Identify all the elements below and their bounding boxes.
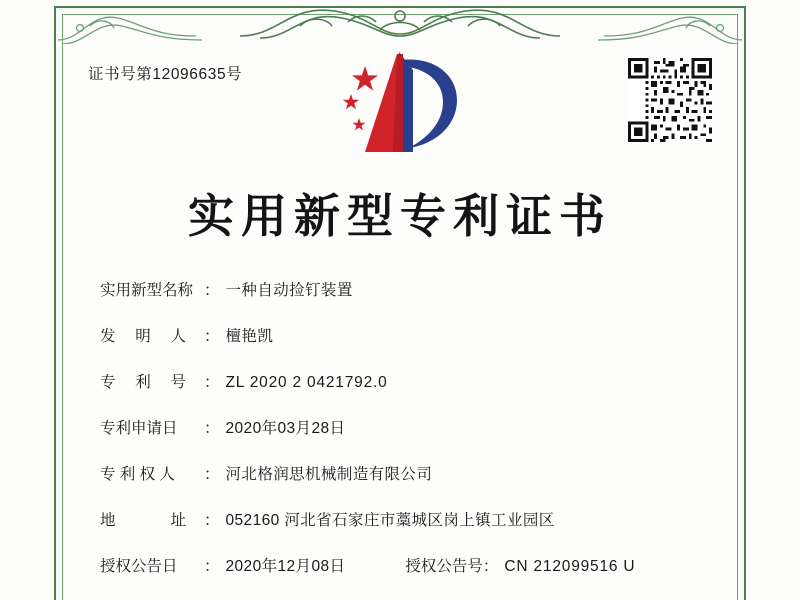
field-row-name (100, 278, 710, 300)
qr-code (628, 58, 712, 142)
field-colon: ： (204, 374, 220, 391)
field-row-patent-number (100, 370, 710, 392)
field-label-patent-number: 专 利 号 (100, 374, 186, 391)
field-label-announcement-number: 授权公告号 (405, 558, 483, 575)
field-value-patentee: 河北格润思机械制造有限公司 (225, 466, 433, 483)
field-label-address: 地 址 (100, 512, 186, 529)
field-value-inventor: 檀艳凯 (225, 328, 274, 345)
field-colon: ： (204, 282, 220, 299)
field-row-patentee (100, 462, 710, 484)
field-list (100, 278, 710, 576)
field-label-patentee: 专 利 权 人 (100, 466, 175, 483)
field-colon: ： (204, 512, 220, 529)
field-label-grant-date: 授权公告日 (100, 558, 178, 575)
field-row-address (100, 508, 710, 530)
field-value-patent-number: ZL 2020 2 0421792.0 (225, 374, 388, 391)
field-colon: ： (204, 466, 220, 483)
field-row-application-date (100, 416, 710, 438)
field-colon: ： (204, 558, 220, 575)
field-colon: ： (204, 420, 220, 437)
field-value-name: 一种自动捡钉装置 (225, 282, 353, 299)
field-colon: ： (482, 558, 499, 575)
field-label-inventor: 发 明 人 (100, 328, 186, 345)
patent-office-emblem-icon (305, 48, 495, 163)
field-value-application-date: 2020年03月28日 (225, 420, 346, 437)
field-value-grant-date: 2020年12月08日 (225, 558, 346, 575)
grant-announcement-number-group (405, 554, 635, 576)
field-row-inventor (100, 324, 710, 346)
field-label-application-date: 专利申请日 (100, 420, 178, 437)
field-value-address: 052160 河北省石家庄市藁城区岗上镇工业园区 (225, 512, 555, 529)
field-row-grant-announcement (100, 554, 710, 576)
field-value-announcement-number: CN 212099516 U (504, 558, 636, 575)
page-title: 实用新型专利证书 (188, 189, 612, 243)
certificate-number: 证书号第12096635号 (88, 66, 243, 83)
field-colon: ： (204, 328, 220, 345)
field-label-name: 实用新型名称 (100, 282, 194, 299)
